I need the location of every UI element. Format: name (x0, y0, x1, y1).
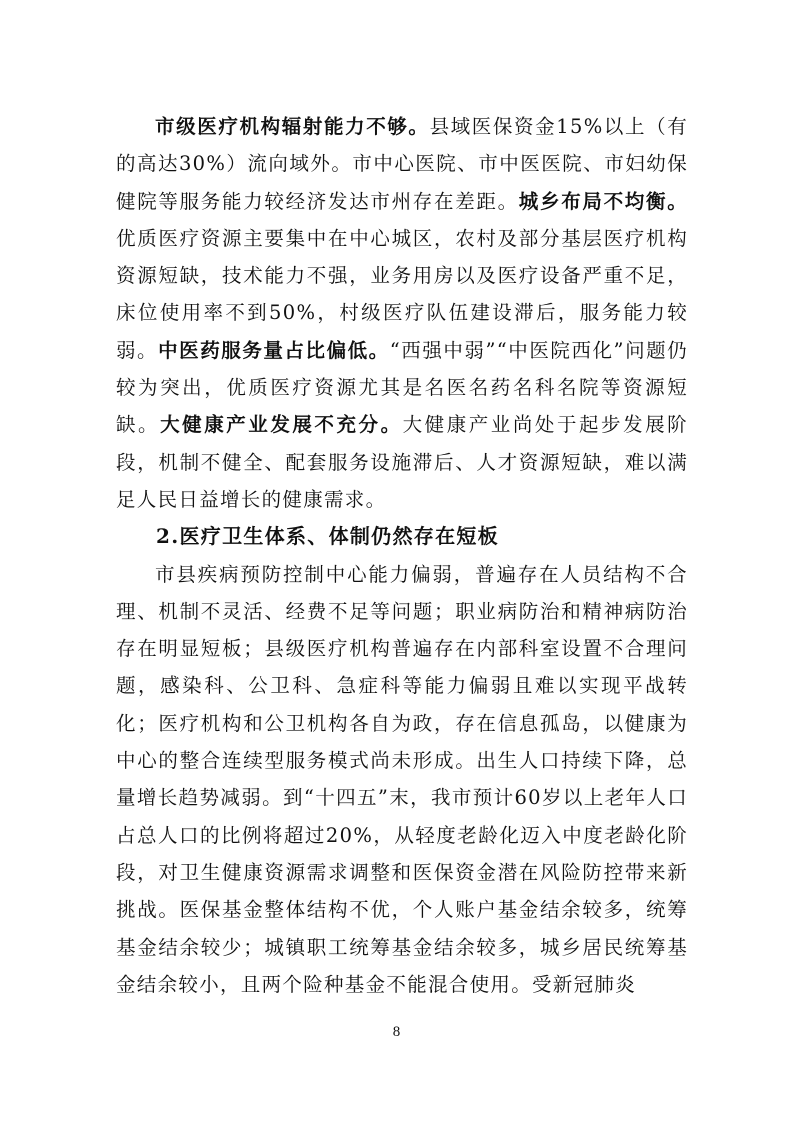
bold-lead-1: 市级医疗机构辐射能力不够。 (155, 115, 430, 138)
section-heading: 2.医疗卫生体系、体制仍然存在短板 (156, 524, 499, 549)
page-number: 8 (392, 1024, 401, 1040)
text-1: 县域医保资金15%以上（有的高达30%）流向域外。市中心医院、市中医医院、市妇幼保健院等服务能力较经济发达市州存在差距。 (116, 115, 688, 213)
bold-lead-3: 中医药服务量占比偏低。 (158, 338, 390, 362)
body-text (116, 108, 688, 1003)
text-3: “西强中弱”“中医院西化”问题仍较为突出，优质医疗资源尤其是名医名药名科名院等资源短缺。 (116, 338, 688, 437)
text-4: 大健康产业尚处于起步发展阶段，机制不健全、配套服务设施滞后、人才资源短缺，难以满足人民日益增长的健康需求。 (116, 413, 688, 511)
bold-lead-4: 大健康产业发展不充分。 (160, 413, 403, 437)
paragraph-2: 市县疾病预防控制中心能力偏弱，普遍存在人员结构不合理、机制不灵活、经费不足等问题；职业病防治和精神病防治存在明显短板；县级医疗机构普遍存在内部科室设置不合理问题，感染科、公卫科、急症科等能力偏弱且难以实现平战转化；医疗机构和公卫机构各自为政，存在信息孤岛，以健康为中心的整合连续型服务模式尚未形成。出生人口持续下降，总量增长趋势减弱。到“十四五”末，我市预计60岁以上老年人口占总人口的比例将超过20%，从轻度老龄化迈入中度老龄化阶段，对卫生健康资源需求调整和医保资金潜在风险防控带来新挑战。医保基金整体结构不优，个人账户基金结余较多，统筹基金结余较少；城镇职工统筹基金结余较多，城乡居民统筹基金结余较小，且两个险种基金不能混合使用。受新冠肺炎 (116, 562, 688, 996)
paragraph-1 (116, 108, 688, 518)
text-2: 优质医疗资源主要集中在中心城区，农村及部分基层医疗机构资源短缺，技术能力不强，业务用房以及医疗设备严重不足，床位使用率不到50%，村级医疗队伍建设滞后，服务能力较弱。 (116, 226, 688, 362)
bold-lead-2: 城乡布局不均衡。 (518, 189, 688, 213)
